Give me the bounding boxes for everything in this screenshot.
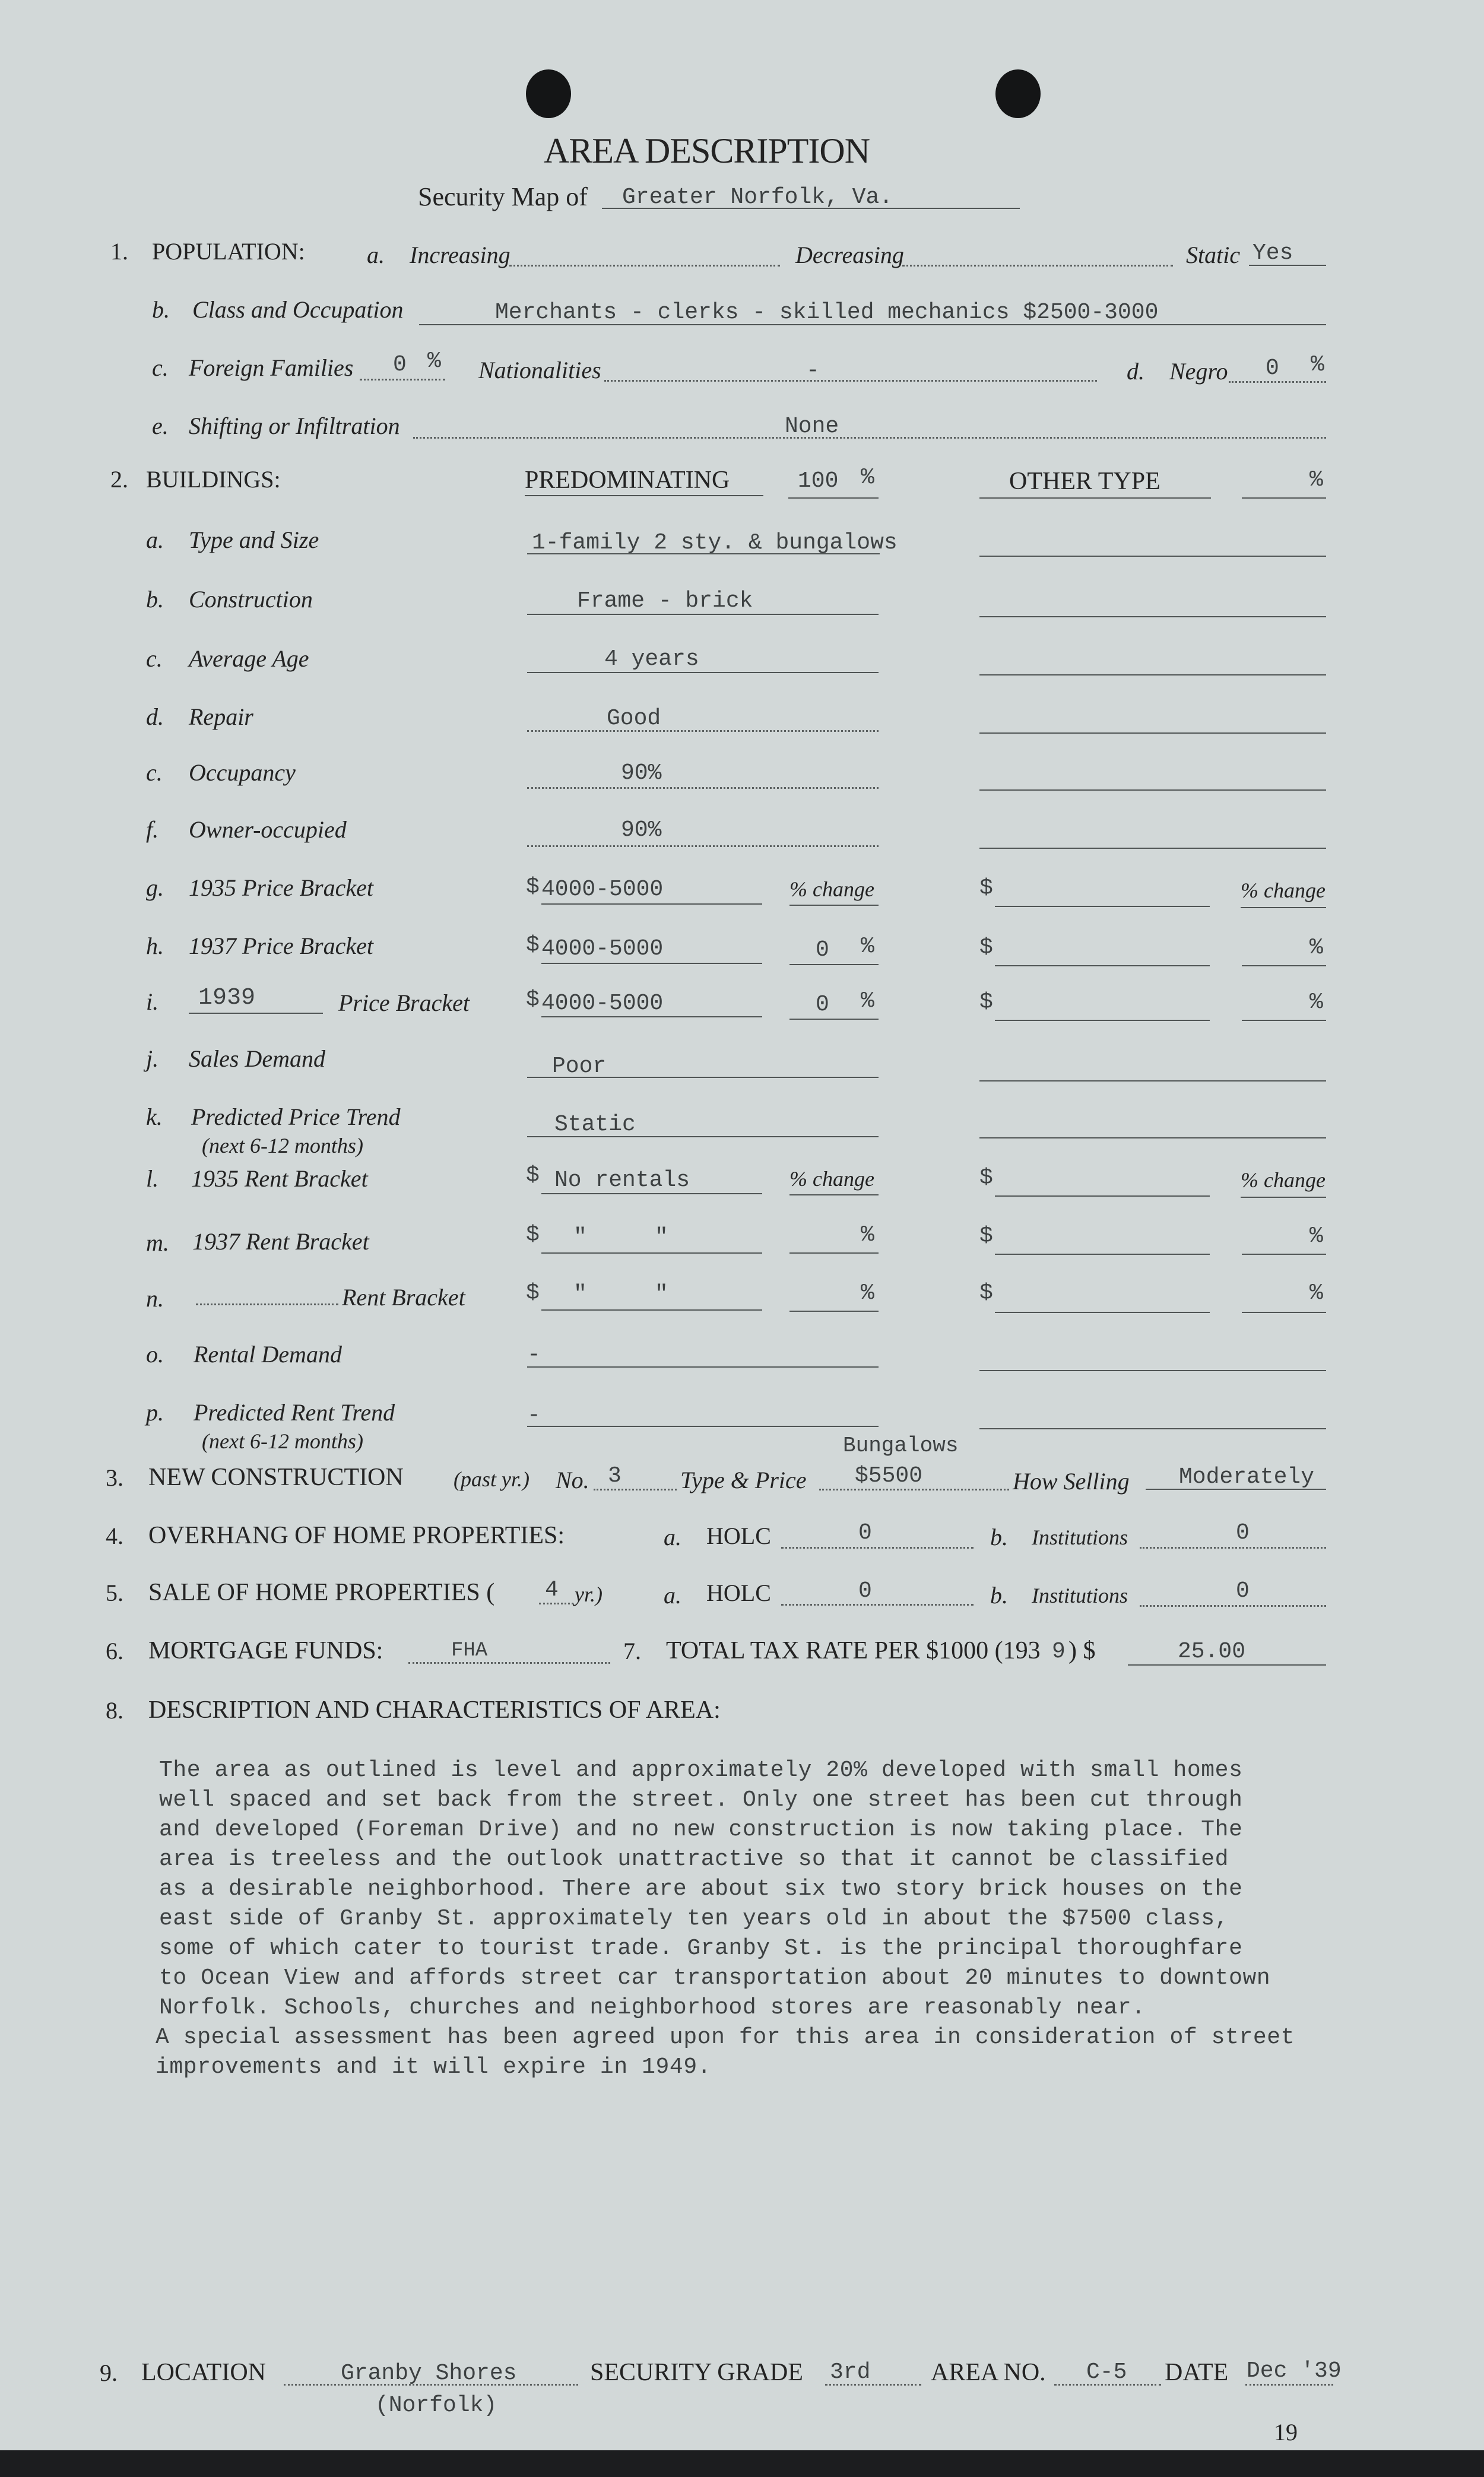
shifting-line bbox=[413, 437, 1326, 439]
predicted-rent-value: - bbox=[527, 1403, 541, 1428]
form-title: AREA DESCRIPTION bbox=[544, 131, 870, 170]
description-line: improvements and it will expire in 1949. bbox=[156, 2054, 712, 2080]
sale-a-letter: a. bbox=[664, 1582, 681, 1609]
price-1939-year-line bbox=[189, 1013, 323, 1014]
price-1935-other-change-line bbox=[1241, 907, 1326, 908]
occupancy-other-line bbox=[979, 789, 1326, 791]
rent-n-change-line bbox=[789, 1311, 879, 1312]
type-price-label: Type & Price bbox=[680, 1467, 807, 1493]
other-type-label: OTHER TYPE bbox=[1009, 468, 1160, 495]
buildings-o-letter: o. bbox=[146, 1341, 164, 1368]
price-1935-other-change-label: % change bbox=[1241, 878, 1326, 902]
foreign-families-label: Foreign Families bbox=[189, 354, 354, 381]
punch-hole-left bbox=[526, 69, 571, 118]
buildings-label: BUILDINGS: bbox=[146, 466, 281, 493]
description-line: well spaced and set back from the street. Only one street has been cut through bbox=[159, 1787, 1243, 1813]
price-1937-change-value: 0 bbox=[816, 937, 829, 963]
price-1939-line bbox=[541, 1016, 762, 1017]
price-1937-line bbox=[541, 963, 762, 964]
buildings-i-letter: i. bbox=[146, 988, 159, 1015]
owner-occupied-label: Owner-occupied bbox=[189, 816, 347, 843]
rent-n-other-line bbox=[995, 1312, 1210, 1313]
description-number: 8. bbox=[106, 1697, 123, 1724]
tax-label: TOTAL TAX RATE PER $1000 (193 bbox=[666, 1637, 1041, 1664]
how-selling-label: How Selling bbox=[1013, 1468, 1130, 1495]
buildings-c-letter: c. bbox=[146, 645, 163, 672]
description-line: area is treeless and the outlook unattractive so that it cannot be classified bbox=[159, 1847, 1229, 1872]
rental-demand-other-line bbox=[979, 1370, 1326, 1371]
rent-1935-other-line bbox=[995, 1195, 1210, 1197]
price-1937-value: 4000-5000 bbox=[541, 936, 664, 962]
price-1935-change-line bbox=[789, 905, 879, 906]
rent-n-change-percent: % bbox=[861, 1280, 874, 1306]
security-grade-label: SECURITY GRADE bbox=[590, 2359, 803, 2386]
location-number: 9. bbox=[100, 2359, 118, 2386]
buildings-k-letter: k. bbox=[146, 1103, 163, 1130]
price-1939-other-dollar: $ bbox=[979, 989, 993, 1015]
population-a-letter: a. bbox=[367, 242, 385, 268]
rent-1937-other-percent-line bbox=[1242, 1254, 1326, 1255]
price-1939-other-percent: % bbox=[1309, 989, 1323, 1015]
price-1937-label: 1937 Price Bracket bbox=[189, 933, 373, 959]
type-price-line bbox=[819, 1489, 1009, 1490]
predominating-value: 100 bbox=[798, 468, 839, 494]
overhang-holc-value: 0 bbox=[858, 1520, 872, 1546]
type-size-value: 1-family 2 sty. & bungalows bbox=[532, 530, 898, 556]
buildings-g-letter: g. bbox=[146, 874, 164, 901]
security-grade-value: 3rd bbox=[830, 2359, 871, 2385]
sale-label: SALE OF HOME PROPERTIES ( bbox=[148, 1579, 495, 1606]
population-label: POPULATION: bbox=[152, 238, 305, 265]
description-line: and developed (Foreman Drive) and no new construction is now taking place. The bbox=[159, 1817, 1243, 1842]
rent-1937-line bbox=[541, 1252, 762, 1254]
rent-1935-value: No rentals bbox=[554, 1168, 690, 1193]
sale-institutions-value: 0 bbox=[1236, 1578, 1250, 1604]
rent-1937-change-line bbox=[789, 1252, 879, 1254]
predominating-underline bbox=[525, 495, 763, 496]
predominating-percent-sign: % bbox=[861, 465, 874, 490]
other-type-percent-sign: % bbox=[1309, 467, 1323, 493]
price-1935-dollar: $ bbox=[526, 874, 540, 900]
rent-1937-change-percent: % bbox=[861, 1222, 874, 1248]
buildings-f-letter: f. bbox=[146, 816, 159, 843]
type-size-other-line bbox=[979, 556, 1326, 557]
buildings-a-letter: a. bbox=[146, 527, 164, 553]
repair-label: Repair bbox=[189, 703, 253, 730]
population-d-letter: d. bbox=[1127, 358, 1144, 385]
price-1935-other-dollar: $ bbox=[979, 876, 993, 901]
new-construction-no-line bbox=[594, 1489, 677, 1490]
buildings-e-letter: c. bbox=[146, 759, 163, 786]
rent-1937-value: " " bbox=[573, 1225, 668, 1250]
predominating-label: PREDOMINATING bbox=[525, 467, 730, 494]
predicted-price-other-line bbox=[979, 1137, 1326, 1138]
description-line: some of which cater to tourist trade. Granby St. is the principal thoroughfare bbox=[159, 1936, 1243, 1961]
price-1939-label: Price Bracket bbox=[338, 989, 470, 1016]
overhang-number: 4. bbox=[106, 1523, 123, 1549]
rent-1935-line bbox=[541, 1193, 762, 1194]
overhang-label: OVERHANG OF HOME PROPERTIES: bbox=[148, 1522, 565, 1549]
tax-year-value: 9 bbox=[1052, 1639, 1066, 1664]
price-1935-line bbox=[541, 903, 762, 905]
rent-n-dollar: $ bbox=[526, 1280, 540, 1306]
type-size-label: Type and Size bbox=[189, 527, 319, 553]
rent-1937-other-dollar: $ bbox=[979, 1223, 993, 1249]
price-1939-dollar: $ bbox=[526, 987, 540, 1013]
negro-label: Negro bbox=[1169, 358, 1228, 385]
price-1935-change-label: % change bbox=[789, 877, 874, 901]
price-1937-change-percent: % bbox=[861, 934, 874, 959]
tax-line bbox=[1128, 1664, 1326, 1666]
construction-value: Frame - brick bbox=[577, 588, 753, 614]
sale-holc-label: HOLC bbox=[706, 1580, 771, 1606]
occupancy-line bbox=[527, 787, 879, 789]
overhang-institutions-line bbox=[1140, 1547, 1326, 1549]
price-1939-change-value: 0 bbox=[816, 992, 829, 1017]
rent-1937-other-percent: % bbox=[1309, 1223, 1323, 1249]
population-number: 1. bbox=[110, 238, 128, 265]
overhang-holc-line bbox=[781, 1547, 974, 1549]
tax-suffix: ) $ bbox=[1068, 1637, 1096, 1664]
sales-demand-label: Sales Demand bbox=[189, 1045, 325, 1072]
buildings-n-letter: n. bbox=[146, 1285, 164, 1312]
occupancy-label: Occupancy bbox=[189, 759, 296, 786]
negro-value: 0 bbox=[1266, 356, 1279, 381]
population-e-letter: e. bbox=[152, 413, 169, 439]
buildings-l-letter: l. bbox=[146, 1165, 159, 1192]
repair-line bbox=[527, 730, 879, 732]
negro-line bbox=[1229, 381, 1326, 383]
overhang-institutions-label: Institutions bbox=[1032, 1525, 1128, 1549]
predicted-price-sublabel: (next 6-12 months) bbox=[202, 1134, 363, 1157]
predicted-price-value: Static bbox=[554, 1112, 636, 1137]
overhang-holc-label: HOLC bbox=[706, 1523, 771, 1549]
buildings-m-letter: m. bbox=[146, 1229, 169, 1256]
rent-1935-change-line bbox=[789, 1194, 879, 1195]
increasing-line bbox=[509, 265, 780, 267]
nationalities-line bbox=[604, 380, 1097, 382]
price-1937-other-dollar: $ bbox=[979, 935, 993, 960]
rent-n-other-percent: % bbox=[1309, 1280, 1323, 1306]
buildings-p-letter: p. bbox=[146, 1399, 164, 1426]
construction-other-line bbox=[979, 616, 1326, 617]
punch-hole-right bbox=[995, 69, 1041, 118]
description-label: DESCRIPTION AND CHARACTERISTICS OF AREA: bbox=[148, 1696, 721, 1724]
price-1939-year: 1939 bbox=[198, 985, 256, 1011]
static-value: Yes bbox=[1252, 240, 1293, 266]
rent-n-line bbox=[541, 1309, 762, 1311]
subtitle-label: Security Map of bbox=[418, 182, 588, 211]
new-construction-past: (past yr.) bbox=[454, 1467, 529, 1491]
price-1939-change-line bbox=[789, 1019, 879, 1020]
sale-b-letter: b. bbox=[990, 1582, 1008, 1609]
description-line: A special assessment has been agreed upon for this area in consideration of street bbox=[156, 2025, 1295, 2050]
rent-n-year-line bbox=[196, 1303, 338, 1305]
average-age-label: Average Age bbox=[189, 645, 309, 672]
sale-holc-value: 0 bbox=[858, 1578, 872, 1604]
population-b-letter: b. bbox=[152, 296, 170, 323]
mortgage-value: FHA bbox=[451, 1639, 488, 1662]
price-1937-change-line bbox=[789, 964, 879, 965]
mortgage-label: MORTGAGE FUNDS: bbox=[148, 1637, 383, 1664]
price-1935-other-line bbox=[995, 906, 1210, 907]
price-1939-value: 4000-5000 bbox=[541, 991, 664, 1016]
sale-years-suffix: yr.) bbox=[575, 1582, 603, 1606]
predicted-rent-label: Predicted Rent Trend bbox=[194, 1399, 395, 1426]
rent-1935-other-dollar: $ bbox=[979, 1165, 993, 1191]
rent-n-value: " " bbox=[573, 1282, 668, 1307]
owner-occupied-line bbox=[527, 845, 879, 847]
price-value: $5500 bbox=[855, 1463, 923, 1489]
price-1939-other-percent-line bbox=[1242, 1020, 1326, 1021]
predominating-value-line bbox=[788, 497, 879, 499]
foreign-families-line bbox=[360, 379, 445, 380]
new-construction-no-value: 3 bbox=[608, 1463, 621, 1489]
class-occupation-value: Merchants - clerks - skilled mechanics $2500-3000 bbox=[495, 300, 1159, 325]
shifting-label: Shifting or Infiltration bbox=[189, 413, 400, 439]
rent-1935-dollar: $ bbox=[526, 1163, 540, 1188]
class-occupation-label: Class and Occupation bbox=[192, 296, 404, 323]
sales-demand-value: Poor bbox=[552, 1054, 607, 1079]
rent-1937-label: 1937 Rent Bracket bbox=[192, 1228, 369, 1255]
overhang-institutions-value: 0 bbox=[1236, 1520, 1250, 1546]
population-c-letter: c. bbox=[152, 354, 169, 381]
buildings-b-letter: b. bbox=[146, 586, 164, 613]
location-sub-value: (Norfolk) bbox=[375, 2393, 497, 2418]
price-1937-other-percent: % bbox=[1309, 935, 1323, 960]
rent-1935-change-label: % change bbox=[789, 1167, 874, 1191]
predicted-rent-line bbox=[527, 1426, 879, 1427]
rent-n-other-dollar: $ bbox=[979, 1280, 993, 1306]
shifting-value: None bbox=[785, 414, 839, 439]
owner-occupied-other-line bbox=[979, 848, 1326, 849]
date-line bbox=[1245, 2384, 1333, 2386]
occupancy-value: 90% bbox=[621, 760, 662, 786]
description-line: east side of Granby St. approximately ten years old in about the $7500 class, bbox=[159, 1906, 1229, 1932]
owner-occupied-value: 90% bbox=[621, 817, 662, 843]
page-number: 19 bbox=[1274, 2419, 1298, 2446]
new-construction-label: NEW CONSTRUCTION bbox=[148, 1464, 404, 1491]
rent-1935-other-change-label: % change bbox=[1241, 1168, 1326, 1192]
nationalities-value: - bbox=[806, 358, 820, 383]
location-label: LOCATION bbox=[141, 2359, 266, 2386]
construction-line bbox=[527, 614, 879, 615]
sale-years-line bbox=[539, 1603, 573, 1604]
rent-n-label: Rent Bracket bbox=[342, 1284, 465, 1311]
rental-demand-label: Rental Demand bbox=[194, 1341, 342, 1368]
foreign-families-value: 0 bbox=[393, 352, 407, 378]
price-1937-other-percent-line bbox=[1242, 965, 1326, 966]
subtitle-value: Greater Norfolk, Va. bbox=[622, 185, 893, 210]
new-construction-no-label: No. bbox=[556, 1467, 589, 1493]
new-construction-number: 3. bbox=[106, 1464, 123, 1491]
date-label: DATE bbox=[1165, 2359, 1229, 2386]
price-1939-change-percent: % bbox=[861, 988, 874, 1014]
date-value: Dec '39 bbox=[1247, 2358, 1342, 2384]
buildings-number: 2. bbox=[110, 466, 128, 493]
description-paragraph bbox=[156, 1756, 1465, 2082]
price-1937-other-line bbox=[995, 965, 1210, 966]
rent-1937-other-line bbox=[995, 1254, 1210, 1255]
overhang-a-letter: a. bbox=[664, 1524, 681, 1550]
rent-n-other-percent-line bbox=[1242, 1312, 1326, 1313]
increasing-label: Increasing bbox=[410, 242, 510, 268]
description-line: to Ocean View and affords street car transportation about 20 minutes to downtown bbox=[159, 1965, 1271, 1991]
average-age-value: 4 years bbox=[604, 646, 699, 672]
overhang-b-letter: b. bbox=[990, 1524, 1008, 1550]
static-label: Static bbox=[1186, 242, 1241, 268]
predicted-rent-sublabel: (next 6-12 months) bbox=[202, 1429, 363, 1453]
buildings-d-letter: d. bbox=[146, 703, 164, 730]
other-type-percent-line bbox=[1242, 497, 1326, 499]
repair-value: Good bbox=[607, 706, 661, 731]
price-1935-value: 4000-5000 bbox=[541, 877, 664, 902]
sale-institutions-label: Institutions bbox=[1032, 1584, 1128, 1607]
buildings-h-letter: h. bbox=[146, 933, 164, 959]
area-no-value: C-5 bbox=[1086, 2359, 1127, 2385]
rent-1935-label: 1935 Rent Bracket bbox=[191, 1165, 368, 1192]
sale-holc-line bbox=[781, 1604, 974, 1606]
mortgage-line bbox=[408, 1662, 610, 1664]
sale-number: 5. bbox=[106, 1580, 123, 1606]
mortgage-number: 6. bbox=[106, 1638, 123, 1664]
nationalities-label: Nationalities bbox=[478, 357, 601, 383]
sale-institutions-line bbox=[1140, 1605, 1326, 1607]
foreign-percent-sign: % bbox=[427, 348, 441, 374]
other-type-line bbox=[979, 497, 1211, 499]
description-line: Norfolk. Schools, churches and neighborhood stores are reasonably near. bbox=[159, 1995, 1146, 2021]
construction-label: Construction bbox=[189, 586, 313, 613]
predicted-rent-other-line bbox=[979, 1428, 1326, 1429]
sale-years-value: 4 bbox=[545, 1577, 559, 1603]
location-value: Granby Shores bbox=[341, 2361, 517, 2386]
rent-1935-other-change-line bbox=[1241, 1197, 1326, 1198]
tax-number: 7. bbox=[623, 1638, 641, 1664]
description-line: as a desirable neighborhood. There are about six two story brick houses on the bbox=[159, 1876, 1243, 1902]
rental-demand-line bbox=[527, 1366, 879, 1368]
rent-1937-dollar: $ bbox=[526, 1222, 540, 1248]
predicted-price-label: Predicted Price Trend bbox=[191, 1103, 401, 1130]
type-value: Bungalows bbox=[843, 1433, 959, 1458]
tax-value: 25.00 bbox=[1178, 1639, 1246, 1664]
repair-other-line bbox=[979, 732, 1326, 734]
average-age-other-line bbox=[979, 674, 1326, 675]
negro-percent-sign: % bbox=[1311, 352, 1324, 378]
decreasing-line bbox=[902, 265, 1173, 267]
buildings-j-letter: j. bbox=[146, 1045, 159, 1072]
average-age-line bbox=[527, 672, 879, 673]
price-1939-other-line bbox=[995, 1020, 1210, 1021]
price-1937-dollar: $ bbox=[526, 933, 540, 958]
decreasing-label: Decreasing bbox=[795, 242, 904, 268]
price-1935-label: 1935 Price Bracket bbox=[189, 874, 373, 901]
rental-demand-value: - bbox=[527, 1342, 541, 1368]
how-selling-value: Moderately bbox=[1179, 1464, 1315, 1490]
area-no-label: AREA NO. bbox=[931, 2359, 1046, 2386]
sales-demand-other-line bbox=[979, 1080, 1326, 1081]
description-line: The area as outlined is level and approximately 20% developed with small homes bbox=[159, 1758, 1243, 1783]
